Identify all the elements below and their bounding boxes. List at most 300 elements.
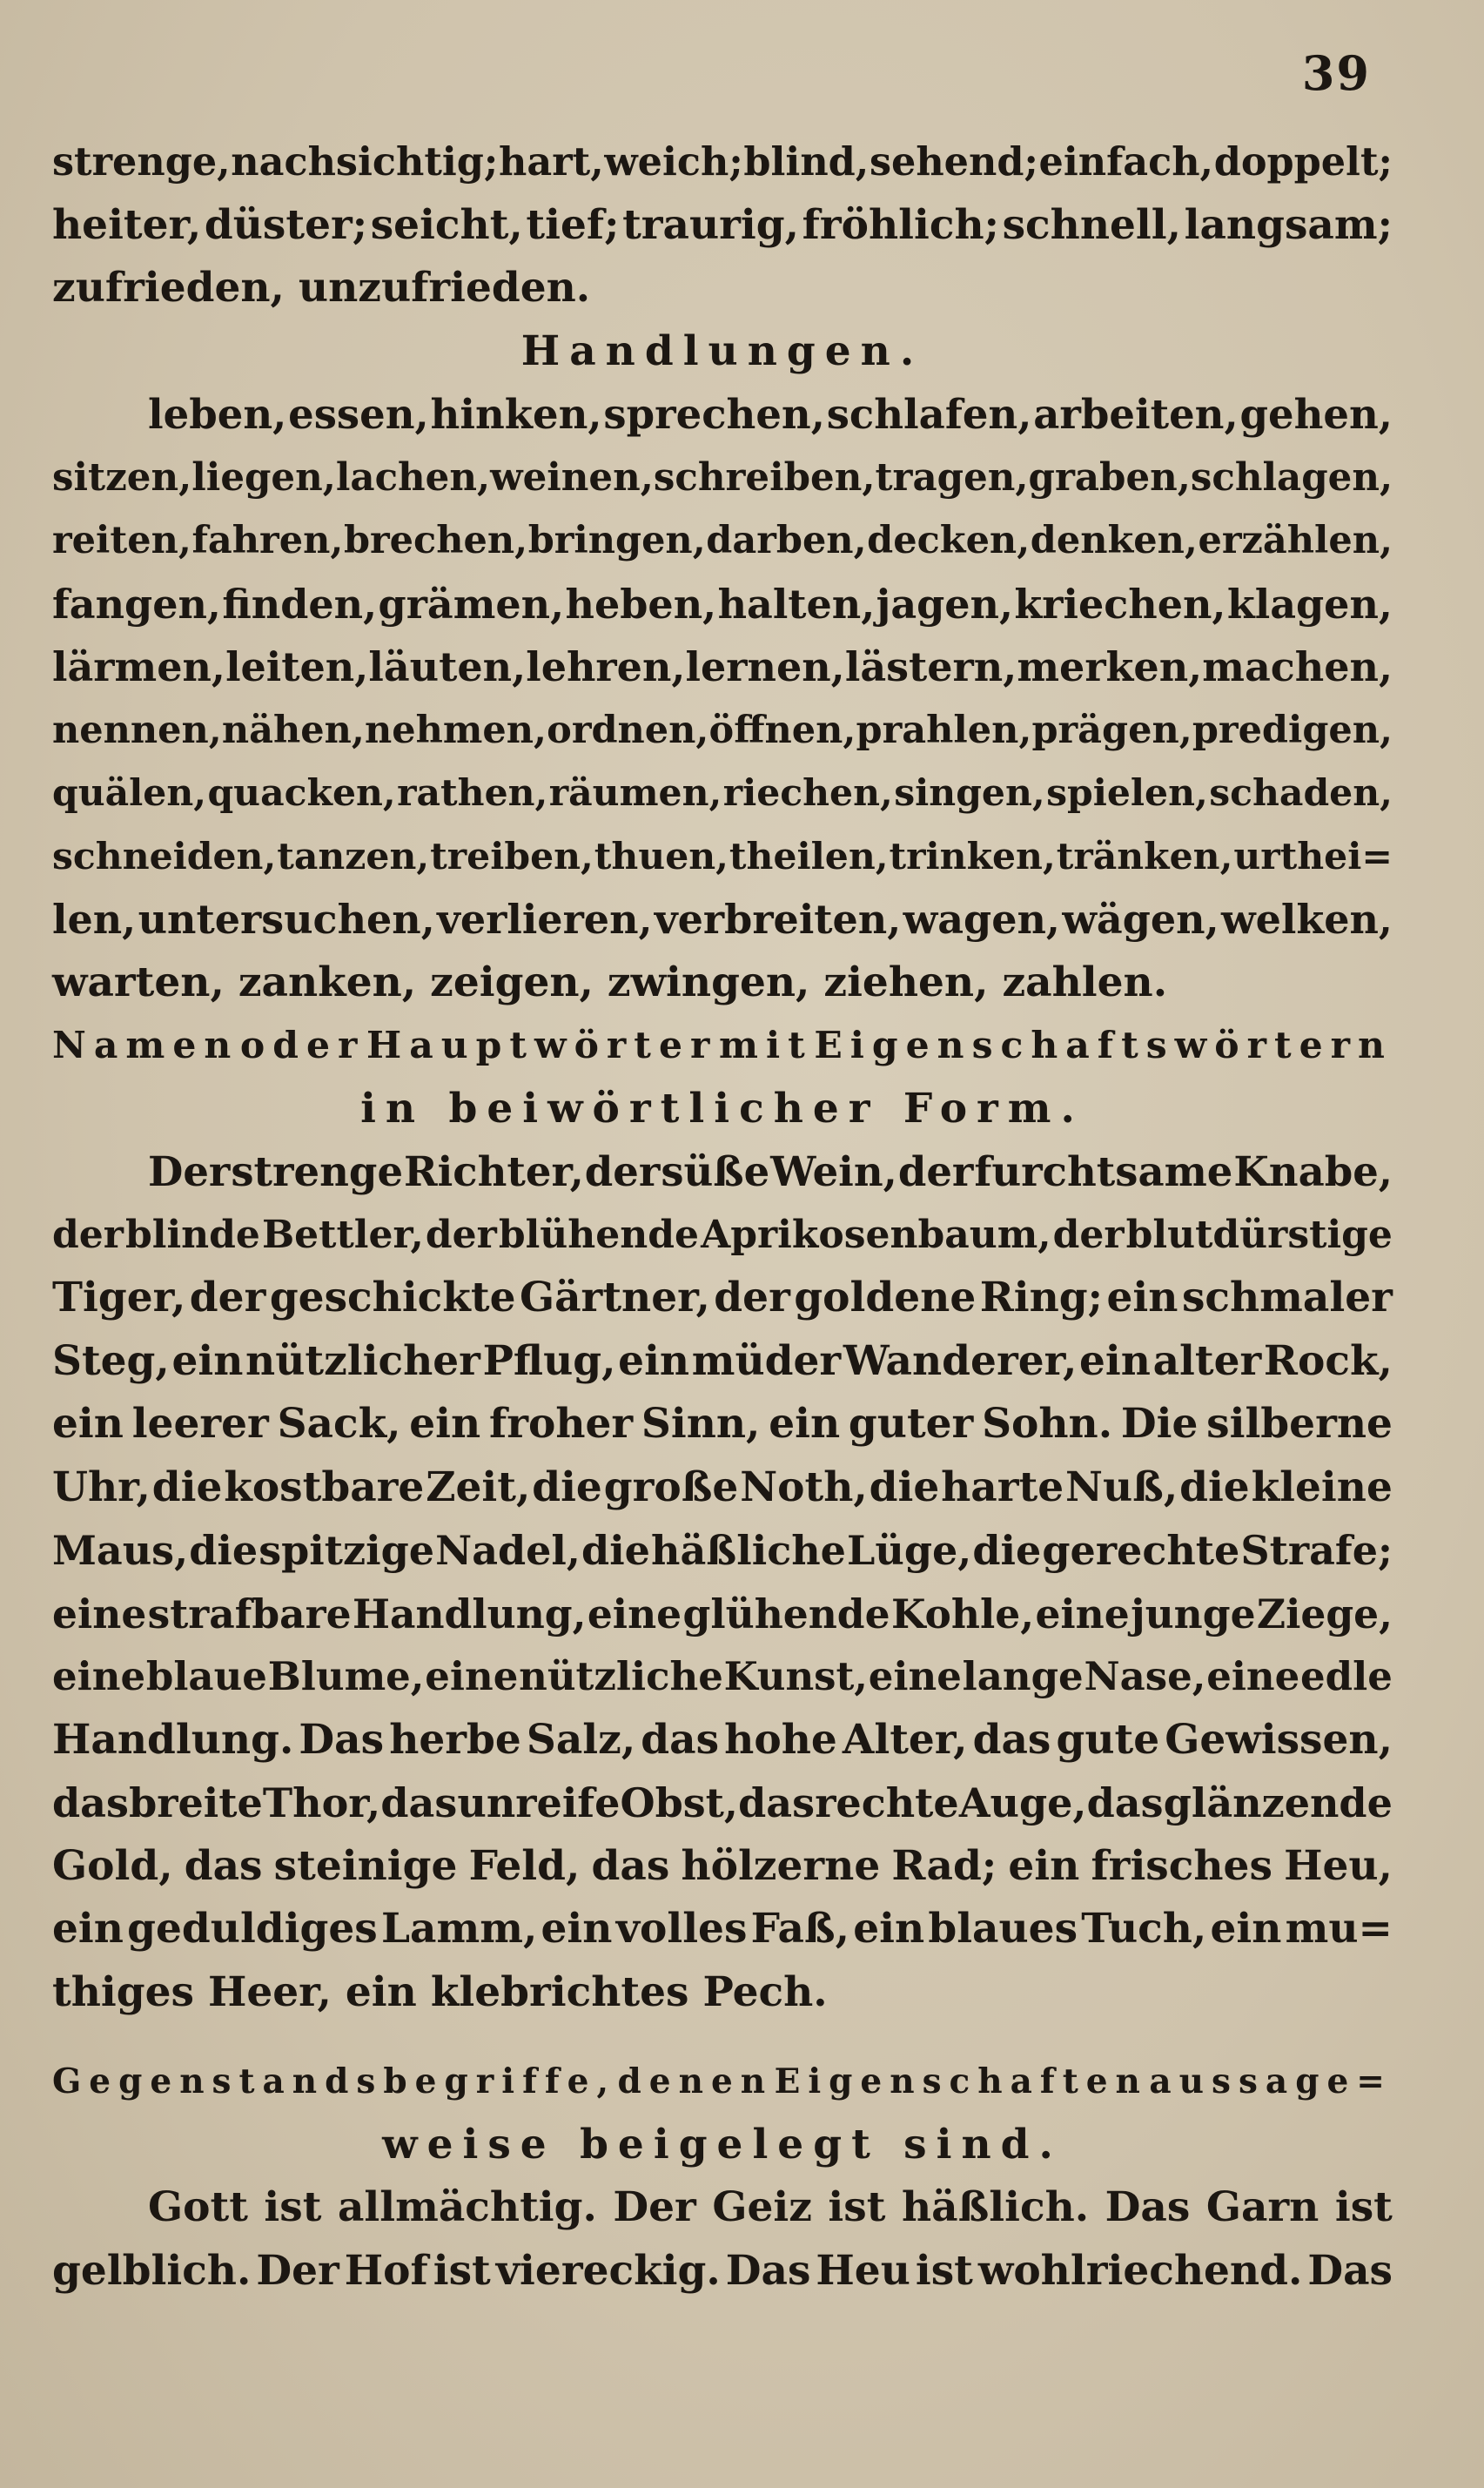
- word: glänzende: [1163, 1779, 1393, 1826]
- text-line: [52, 2240, 1393, 2303]
- word: ein: [1106, 1274, 1178, 1321]
- word: froher: [488, 1400, 634, 1448]
- word: nützlicher: [245, 1336, 480, 1385]
- word: das: [972, 1715, 1051, 1764]
- word: fröhlich;: [802, 200, 999, 249]
- word: ein: [769, 1400, 841, 1448]
- word: die: [581, 1527, 650, 1574]
- word: allmächtig.: [337, 2183, 597, 2231]
- word: breite: [129, 1779, 263, 1826]
- word: einfach,: [1038, 139, 1214, 185]
- word: Thor,: [262, 1779, 381, 1826]
- heading-gegenstandsbegriffe-continued: weise beigelegt sind.: [382, 2120, 1063, 2169]
- word: riechen,: [722, 771, 893, 815]
- word: blutdürstige: [1125, 1212, 1393, 1257]
- word: ordnen,: [547, 708, 709, 752]
- word: eine: [1206, 1653, 1300, 1699]
- word: die: [972, 1527, 1042, 1574]
- text-line: [52, 1961, 1393, 2025]
- word: hart,: [499, 139, 604, 185]
- word: wohlriechend.: [977, 2246, 1303, 2295]
- word: mit: [719, 1024, 813, 1067]
- word: Uhr,: [52, 1463, 151, 1511]
- word: Handlung.: [52, 1715, 294, 1764]
- word: graben,: [1028, 454, 1191, 500]
- word: nehmen,: [365, 708, 547, 752]
- word: wagen,: [903, 896, 1060, 943]
- word: len,: [52, 896, 137, 943]
- word: Garn: [1205, 2183, 1319, 2231]
- text-line: [52, 825, 1393, 889]
- word: singen,: [894, 771, 1045, 815]
- word: tränken,: [1056, 834, 1233, 878]
- word: Nadel,: [435, 1527, 581, 1574]
- word: liegen,: [191, 454, 336, 500]
- word: blind,: [743, 139, 870, 185]
- word: arbeiten,: [1033, 390, 1239, 438]
- word: predigen,: [1192, 708, 1393, 752]
- word: Sinn,: [641, 1400, 761, 1448]
- word: ein: [52, 1905, 124, 1953]
- word: herbe: [389, 1715, 521, 1764]
- word: ein: [618, 1336, 690, 1385]
- word: Die: [1120, 1400, 1199, 1448]
- word: spitzige: [259, 1527, 435, 1574]
- word: ist: [264, 2183, 322, 2231]
- word: klebrichtes: [430, 1967, 689, 2016]
- word: der: [584, 1147, 661, 1195]
- word: reiten,: [52, 519, 191, 562]
- word: warten,: [52, 958, 225, 1006]
- word: heben,: [565, 580, 717, 628]
- word: volles: [615, 1905, 748, 1953]
- word: gute: [1056, 1715, 1160, 1764]
- word: eine: [52, 1653, 146, 1699]
- word: leiten,: [225, 643, 369, 690]
- word: fahren,: [191, 519, 344, 562]
- word: eine: [425, 1653, 519, 1699]
- word: ein: [1078, 1336, 1151, 1385]
- word: eine: [587, 1590, 682, 1637]
- text-line: [52, 257, 1393, 320]
- section-intro: [52, 131, 1393, 320]
- word: eine: [1035, 1590, 1130, 1637]
- word: blinde: [124, 1212, 260, 1257]
- text-line: [52, 1456, 1393, 1520]
- word: nennen,: [52, 708, 222, 752]
- text-line: [52, 2176, 1393, 2240]
- word: Zeit,: [426, 1463, 531, 1511]
- word: unreife: [457, 1779, 621, 1826]
- text-line: [52, 1835, 1393, 1899]
- word: brechen,: [343, 519, 528, 562]
- word: schlafen,: [826, 390, 1032, 438]
- text-line: [52, 699, 1393, 763]
- word: erzählen,: [1198, 519, 1393, 562]
- word: Lüge,: [847, 1527, 972, 1574]
- word: die: [151, 1463, 223, 1511]
- word: der: [189, 1274, 266, 1321]
- word: tragen,: [875, 454, 1029, 500]
- heading-gegenstandsbegriffe: [52, 2050, 1393, 2114]
- word: Gewissen,: [1165, 1715, 1393, 1764]
- word: unzufrieden.: [298, 264, 591, 312]
- word: oder: [239, 1024, 366, 1067]
- word: doppelt;: [1213, 139, 1393, 185]
- word: mu=: [1285, 1905, 1393, 1953]
- word: goldene: [794, 1274, 977, 1321]
- word: finden,: [222, 580, 378, 628]
- word: glühende: [682, 1590, 890, 1637]
- word: das: [1086, 1779, 1164, 1826]
- word: strenge: [231, 1147, 404, 1195]
- word: edle: [1300, 1653, 1393, 1699]
- word: Hof: [344, 2246, 428, 2295]
- heading-handlungen: Handlungen.: [520, 326, 924, 375]
- word: verbreiten,: [654, 896, 902, 943]
- text-line: [52, 1583, 1393, 1646]
- word: denken,: [1030, 519, 1198, 562]
- word: rechte: [815, 1779, 959, 1826]
- word: hinken,: [430, 390, 602, 438]
- text-line: [52, 1519, 1393, 1583]
- text-line: [52, 383, 1393, 447]
- word: schaden,: [1209, 771, 1393, 815]
- page-text: [52, 131, 1393, 2303]
- word: ein: [171, 1336, 244, 1385]
- word: Heu,: [1284, 1841, 1393, 1890]
- word: zwingen,: [607, 958, 810, 1006]
- text-line: [52, 131, 1393, 194]
- word: das: [380, 1779, 458, 1826]
- word: essen,: [288, 390, 429, 438]
- word: nähen,: [221, 708, 365, 752]
- word: das: [641, 1715, 720, 1764]
- text-line: [52, 762, 1393, 825]
- word: steinige: [273, 1841, 458, 1890]
- word: ein: [1008, 1841, 1080, 1890]
- text-line: [52, 1898, 1393, 1961]
- word: nachsichtig;: [231, 139, 499, 185]
- word: ist: [915, 2246, 973, 2295]
- word: Gegenstandsbegriffe,: [52, 2061, 617, 2101]
- word: Der: [256, 2246, 339, 2295]
- word: die: [189, 1527, 259, 1574]
- word: Maus,: [52, 1527, 189, 1574]
- text-line: [52, 194, 1393, 258]
- word: ein: [853, 1905, 925, 1953]
- word: lachen,: [335, 454, 491, 500]
- word: der: [897, 1147, 974, 1195]
- word: ein: [1210, 1905, 1282, 1953]
- word: leben,: [148, 390, 287, 438]
- word: Heer,: [207, 1967, 332, 2016]
- word: schlagen,: [1190, 454, 1393, 500]
- word: furchtsame: [974, 1147, 1233, 1195]
- word: Heu: [816, 2246, 910, 2295]
- word: grämen,: [378, 580, 565, 628]
- word: jagen,: [876, 580, 1014, 628]
- word: hohe: [724, 1715, 837, 1764]
- word: Blume,: [267, 1653, 425, 1699]
- word: blaues: [928, 1905, 1078, 1953]
- word: heiter,: [52, 200, 202, 249]
- word: prägen,: [1031, 708, 1192, 752]
- word: sprechen,: [603, 390, 825, 438]
- word: Kunst,: [723, 1653, 868, 1699]
- word: Wein,: [770, 1147, 897, 1195]
- word: weich;: [604, 139, 743, 185]
- page-number: 39: [1301, 45, 1371, 101]
- word: gehen,: [1239, 390, 1393, 438]
- word: schnell,: [1002, 200, 1181, 249]
- word: gerechte: [1042, 1527, 1240, 1574]
- word: ein: [345, 1967, 417, 2016]
- word: lehren,: [526, 643, 686, 690]
- word: thiges: [52, 1967, 194, 2016]
- word: prahlen,: [856, 708, 1032, 752]
- word: lange: [962, 1653, 1084, 1699]
- word: das: [184, 1841, 263, 1890]
- word: tief;: [526, 200, 620, 249]
- word: öffnen,: [708, 708, 856, 752]
- word: Nuß,: [1065, 1463, 1178, 1511]
- word: lernen,: [685, 643, 845, 690]
- word: urthei=: [1233, 834, 1393, 878]
- word: Eigenschaften: [774, 2061, 1148, 2101]
- word: Lamm,: [380, 1905, 538, 1953]
- word: quacken,: [207, 771, 396, 815]
- word: Der: [148, 1147, 231, 1195]
- word: rathen,: [397, 771, 548, 815]
- word: Sohn.: [982, 1400, 1113, 1448]
- section-gegenstandsbegriffe: [52, 2176, 1393, 2303]
- word: alter: [1152, 1336, 1262, 1385]
- word: Namen: [52, 1024, 239, 1067]
- text-line: [52, 951, 1393, 1015]
- word: Knabe,: [1233, 1147, 1393, 1195]
- word: das: [738, 1779, 815, 1826]
- word: schreiben,: [653, 454, 876, 500]
- word: der: [1052, 1212, 1125, 1257]
- word: decken,: [867, 519, 1031, 562]
- word: verlieren,: [437, 896, 653, 943]
- word: Strafe;: [1240, 1527, 1393, 1574]
- word: guter: [848, 1400, 974, 1448]
- word: silberne: [1206, 1400, 1393, 1448]
- word: Alter,: [842, 1715, 968, 1764]
- word: Ziege,: [1256, 1590, 1393, 1637]
- word: die: [869, 1463, 940, 1511]
- word: Aprikosenbaum,: [701, 1212, 1051, 1257]
- word: Das: [725, 2246, 811, 2295]
- word: Hauptwörter: [366, 1024, 718, 1067]
- word: ein: [52, 1400, 124, 1448]
- word: kleine: [1251, 1463, 1393, 1511]
- word: merken,: [1017, 643, 1203, 690]
- word: Handlung,: [352, 1590, 587, 1637]
- heading-namen: [52, 1014, 1393, 1078]
- section-namen: [52, 1140, 1393, 2024]
- word: Das: [299, 1715, 385, 1764]
- text-line: [52, 1709, 1393, 1772]
- word: leerer: [131, 1400, 269, 1448]
- word: ist: [433, 2246, 491, 2295]
- word: eine: [868, 1653, 962, 1699]
- word: untersuchen,: [138, 896, 435, 943]
- word: süße: [661, 1147, 770, 1195]
- word: Faß,: [750, 1905, 849, 1953]
- word: Rad;: [891, 1841, 997, 1890]
- word: Eigenschaftswörtern: [814, 1024, 1393, 1067]
- text-line: [52, 1267, 1393, 1330]
- word: frisches: [1091, 1841, 1272, 1890]
- word: kostbare: [224, 1463, 425, 1511]
- word: Tuch,: [1081, 1905, 1207, 1953]
- word: Tiger,: [52, 1274, 186, 1321]
- word: häßliche: [651, 1527, 846, 1574]
- word: Obst,: [620, 1779, 738, 1826]
- word: welken,: [1221, 896, 1393, 943]
- word: viereckig.: [495, 2246, 721, 2295]
- word: spielen,: [1046, 771, 1208, 815]
- word: Nase,: [1084, 1653, 1206, 1699]
- word: halten,: [717, 580, 876, 628]
- word: kriechen,: [1014, 580, 1226, 628]
- word: Salz,: [526, 1715, 636, 1764]
- word: strenge,: [52, 139, 231, 185]
- word: denen: [617, 2061, 774, 2101]
- word: ein: [409, 1400, 481, 1448]
- word: traurig,: [622, 200, 800, 249]
- word: langsam;: [1184, 200, 1393, 249]
- word: eine: [52, 1590, 147, 1637]
- word: Noth,: [740, 1463, 868, 1511]
- text-line: [52, 1330, 1393, 1394]
- word: Feld,: [468, 1841, 581, 1890]
- word: räumen,: [548, 771, 722, 815]
- word: seicht,: [370, 200, 523, 249]
- heading-namen-continued: in beiwörtlicher Form.: [360, 1084, 1084, 1133]
- word: Auge,: [958, 1779, 1087, 1826]
- word: bringen,: [527, 519, 706, 562]
- word: machen,: [1202, 643, 1393, 690]
- word: Das: [1307, 2246, 1393, 2295]
- word: harte: [941, 1463, 1064, 1511]
- word: Sack,: [277, 1400, 401, 1448]
- word: Pech.: [702, 1967, 828, 2016]
- word: Gold,: [52, 1841, 173, 1890]
- word: trinken,: [889, 834, 1056, 878]
- text-line: [52, 447, 1393, 510]
- word: thuen,: [594, 834, 729, 878]
- word: der: [52, 1212, 124, 1257]
- text-line: [52, 573, 1393, 636]
- word: Wanderer,: [843, 1336, 1078, 1385]
- text-line: [52, 1393, 1393, 1456]
- word: zanken,: [238, 958, 417, 1006]
- text-line: [52, 1772, 1393, 1835]
- section-gap: [52, 2024, 1393, 2050]
- word: tanzen,: [277, 834, 430, 878]
- word: müder: [691, 1336, 842, 1385]
- word: Steg,: [52, 1336, 170, 1385]
- word: Kohle,: [890, 1590, 1035, 1637]
- word: junge: [1131, 1590, 1256, 1637]
- word: Geiz: [712, 2183, 812, 2231]
- word: Ring;: [979, 1274, 1104, 1321]
- word: die: [532, 1463, 602, 1511]
- word: quälen,: [52, 771, 207, 815]
- word: ist: [1334, 2183, 1393, 2231]
- word: große: [603, 1463, 739, 1511]
- word: zeigen,: [430, 958, 594, 1006]
- text-line: [52, 1140, 1393, 1204]
- word: ziehen,: [823, 958, 989, 1006]
- word: ist: [828, 2183, 886, 2231]
- word: Das: [1105, 2183, 1191, 2231]
- word: aussage=: [1149, 2061, 1393, 2101]
- word: blaue: [145, 1653, 267, 1699]
- word: düster;: [204, 200, 368, 249]
- word: geschickte: [269, 1274, 516, 1321]
- text-line: [52, 888, 1393, 951]
- word: blühende: [498, 1212, 700, 1257]
- word: häßlich.: [901, 2183, 1090, 2231]
- word: Richter,: [403, 1147, 584, 1195]
- word: Gärtner,: [519, 1274, 710, 1321]
- word: geduldiges: [127, 1905, 378, 1953]
- word: weinen,: [490, 454, 654, 500]
- text-line: [52, 509, 1393, 573]
- section-handlungen: [52, 383, 1393, 1014]
- word: das: [591, 1841, 670, 1890]
- word: darben,: [706, 519, 867, 562]
- word: nützliche: [519, 1653, 723, 1699]
- word: der: [714, 1274, 790, 1321]
- word: theilen,: [729, 834, 889, 878]
- word: fangen,: [52, 580, 221, 628]
- word: Gott: [148, 2183, 248, 2231]
- text-line: [52, 635, 1393, 699]
- word: zufrieden,: [52, 264, 285, 312]
- word: zahlen.: [1002, 958, 1168, 1006]
- word: strafbare: [147, 1590, 352, 1637]
- word: Pflug,: [482, 1336, 616, 1385]
- word: lästern,: [844, 643, 1017, 690]
- word: Rock,: [1263, 1336, 1393, 1385]
- word: klagen,: [1226, 580, 1393, 628]
- text-line: [52, 1204, 1393, 1268]
- word: die: [1179, 1463, 1250, 1511]
- word: das: [52, 1779, 129, 1826]
- word: sehend;: [869, 139, 1038, 185]
- word: schmaler: [1181, 1274, 1393, 1321]
- word: ein: [541, 1905, 613, 1953]
- word: lärmen,: [52, 643, 225, 690]
- word: sitzen,: [52, 454, 192, 500]
- word: treiben,: [430, 834, 594, 878]
- word: Bettler,: [261, 1212, 424, 1257]
- text-line: [52, 1645, 1393, 1709]
- word: der: [425, 1212, 497, 1257]
- word: wägen,: [1062, 896, 1219, 943]
- word: läuten,: [368, 643, 527, 690]
- word: hölzerne: [681, 1841, 881, 1890]
- word: schneiden,: [52, 834, 277, 878]
- word: gelblich.: [52, 2246, 252, 2295]
- word: Der: [613, 2183, 696, 2231]
